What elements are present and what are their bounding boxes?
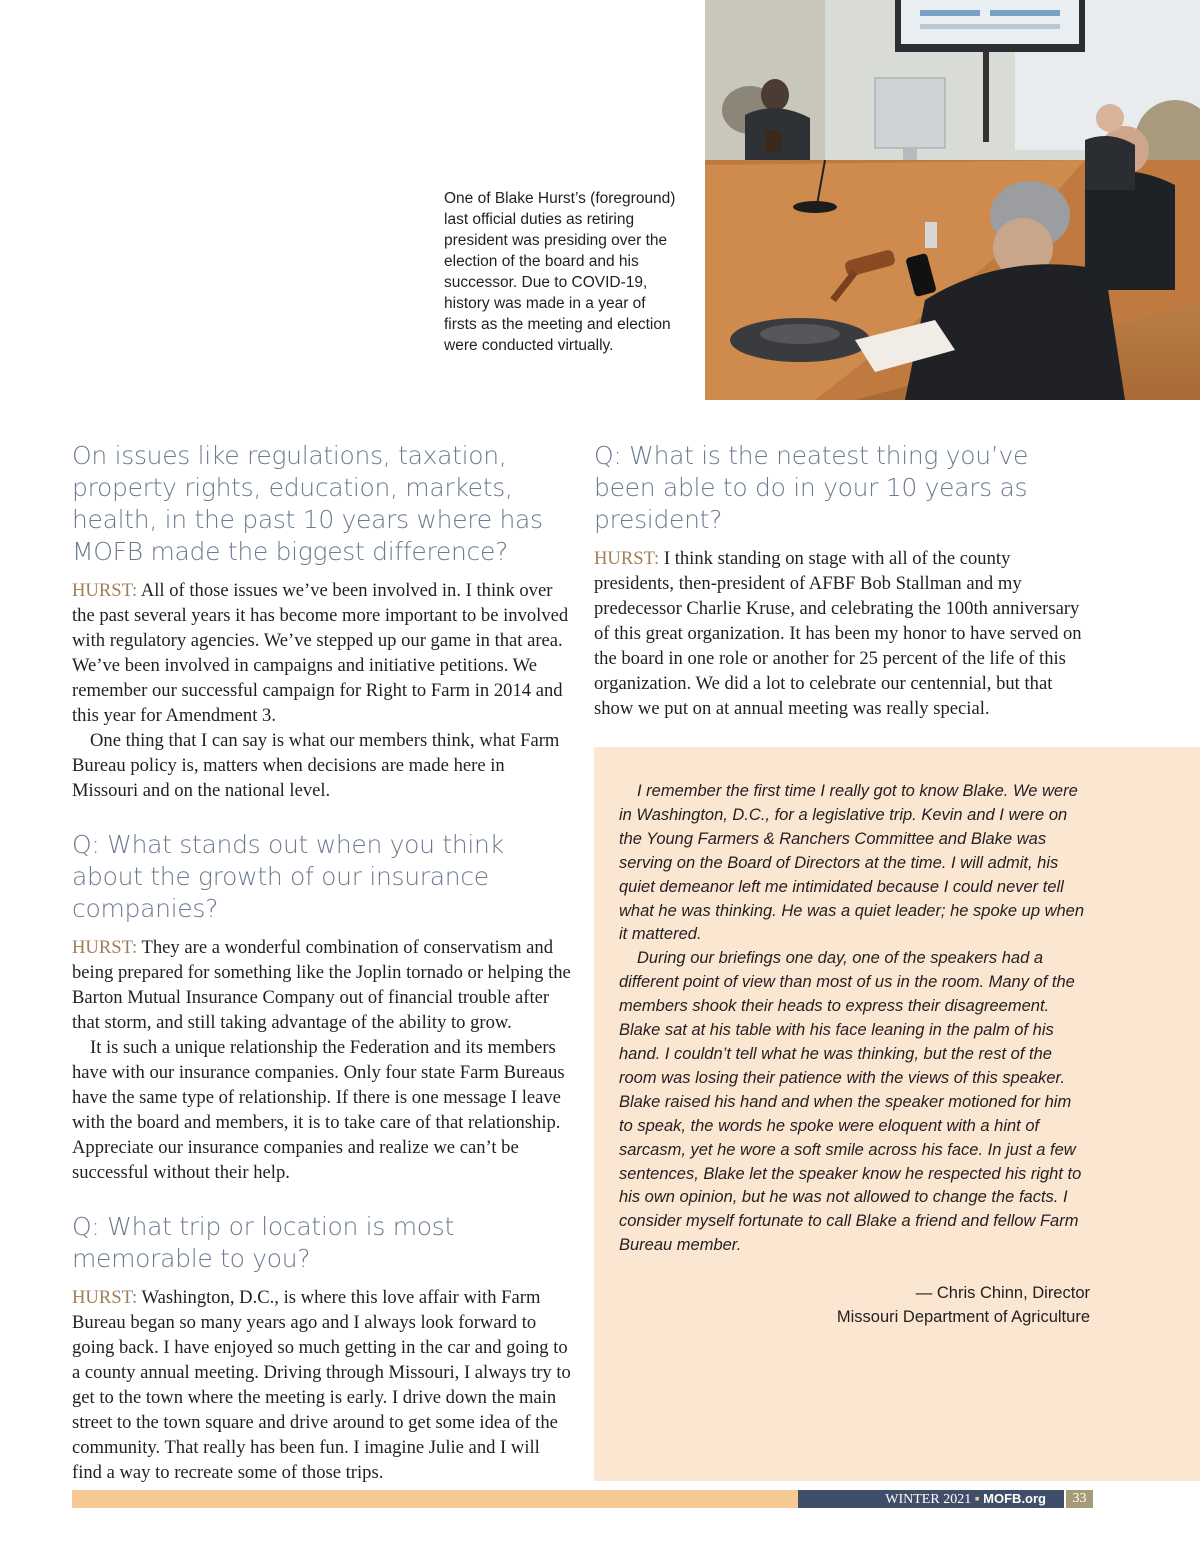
answer-paragraph <box>72 1285 572 1485</box>
footer-issue <box>798 1490 1064 1508</box>
question-heading: Q: What stands out when you think about the growth of our insurance companies? <box>72 830 504 923</box>
speaker-label: HURST: <box>594 548 660 569</box>
question-heading: Q: What trip or location is most memorable to you? <box>72 1212 454 1273</box>
speaker-label: HURST: <box>72 1287 138 1308</box>
left-column <box>72 440 572 1485</box>
answer-text: Washington, D.C., is where this love affair with Farm Bureau began so many years ago and I always look forward to going back. I have enjoyed so much getting in the car and going to a county annual meeting. Driving through Missouri, I always try to get to the town where the meeting is early. I drive down the main street to the town square and drive around to get some idea of the community. That really has been fun. I imagine Julie and I will find a way to recreate some of those trips. <box>72 1287 571 1483</box>
site-link[interactable]: MOFB.org <box>983 1491 1046 1506</box>
answer-paragraph <box>72 935 572 1035</box>
speaker-label: HURST: <box>72 937 138 958</box>
answer-text: I think standing on stage with all of the county presidents, then-president of AFBF Bob Stallman and my predecessor Charlie Kruse, and celebrating the 100th anniversary of this great organization. It has been my honor to have served on the board in one role or another for 25 percent of the life of this organization. We did a lot to celebrate our centennial, but that show we put on at annual meeting was really special. <box>594 548 1082 719</box>
quote-attribution <box>700 1281 1090 1329</box>
attribution-name: — Chris Chinn, Director <box>915 1284 1090 1302</box>
answer-paragraph <box>594 546 1094 721</box>
quote-text <box>619 780 1089 1258</box>
photo-illustration <box>705 0 1200 400</box>
question-heading: Q: What is the neatest thing you’ve been able to do in your 10 years as president? <box>594 441 1029 534</box>
footer-bar <box>72 1490 798 1508</box>
quote-paragraph: I remember the first time I really got to know Blake. We were in Washington, D.C., for a legislative trip. Kevin and I were on the Young Farmers & Ranchers Committee and Blake was serving on the Board of Directors at the time. I will admit, his quiet demeanor left me intimidated because I could never tell what he was thinking. He was a quiet leader; he spoke up when it mattered. <box>619 782 1085 944</box>
separator: ▪ <box>974 1492 980 1507</box>
attribution-title: Missouri Department of Agriculture <box>836 1308 1090 1326</box>
page-number: 33 <box>1066 1490 1093 1508</box>
speaker-label: HURST: <box>72 580 138 601</box>
photo-caption: One of Blake Hurst’s (foreground) last official duties as retiring president was presiding over the election of the board and his successor. Due to COVID-19, history was made in a year of firsts as the meeting and election were conducted virtually. <box>444 190 676 354</box>
answer-text: All of those issues we’ve been involved in. I think over the past several years it has become more important to be involved with regulatory agencies. We’ve stepped up our game in that area. We’ve been involved in campaigns and initiative petitions. We remember our successful campaign for Right to Farm in 2014 and this year for Amendment 3. <box>72 580 569 726</box>
board-meeting-photo <box>705 0 1200 400</box>
quote-paragraph: During our briefings one day, one of the speakers had a different point of view than most of us in the room. Many of the members shook their heads to express their disagreement. Blake sat at his table with his face leaning in the palm of his hand. I couldn’t tell what he was thinking, but the rest of the room was losing their patience with the views of this speaker. Blake raised his hand and when the speaker motioned for him to speak, the words he spoke were eloquent with a hint of sarcasm, yet he wore a soft smile across his face. In just a few sentences, Blake let the speaker know he respected his right to his own opinion, but he was not allowed to change the facts. I consider myself fortunate to call Blake a friend and fellow Farm Bureau member. <box>619 949 1082 1255</box>
question-heading: On issues like regulations, taxation, property rights, education, markets, health, in the past 10 years where has MOFB made the biggest difference? <box>72 441 543 566</box>
issue-label: WINTER 2021 <box>885 1492 972 1507</box>
right-column <box>594 440 1094 721</box>
answer-paragraph: It is such a unique relationship the Federation and its members have with our insurance companies. Only four state Farm Bureaus have the same type of relationship. If there is one message I leave with the board and members, it is to take care of that relationship. Appreciate our insurance companies and realize we can’t be successful without their help. <box>72 1037 565 1183</box>
answer-text: They are a wonderful combination of conservatism and being prepared for something like the Joplin tornado or helping the Barton Mutual Insurance Company out of financial trouble after that storm, and still taking advantage of the ability to grow. <box>72 937 571 1033</box>
answer-paragraph: One thing that I can say is what our members think, what Farm Bureau policy is, matters when decisions are made here in Missouri and on the national level. <box>72 730 560 801</box>
answer-paragraph <box>72 578 572 728</box>
